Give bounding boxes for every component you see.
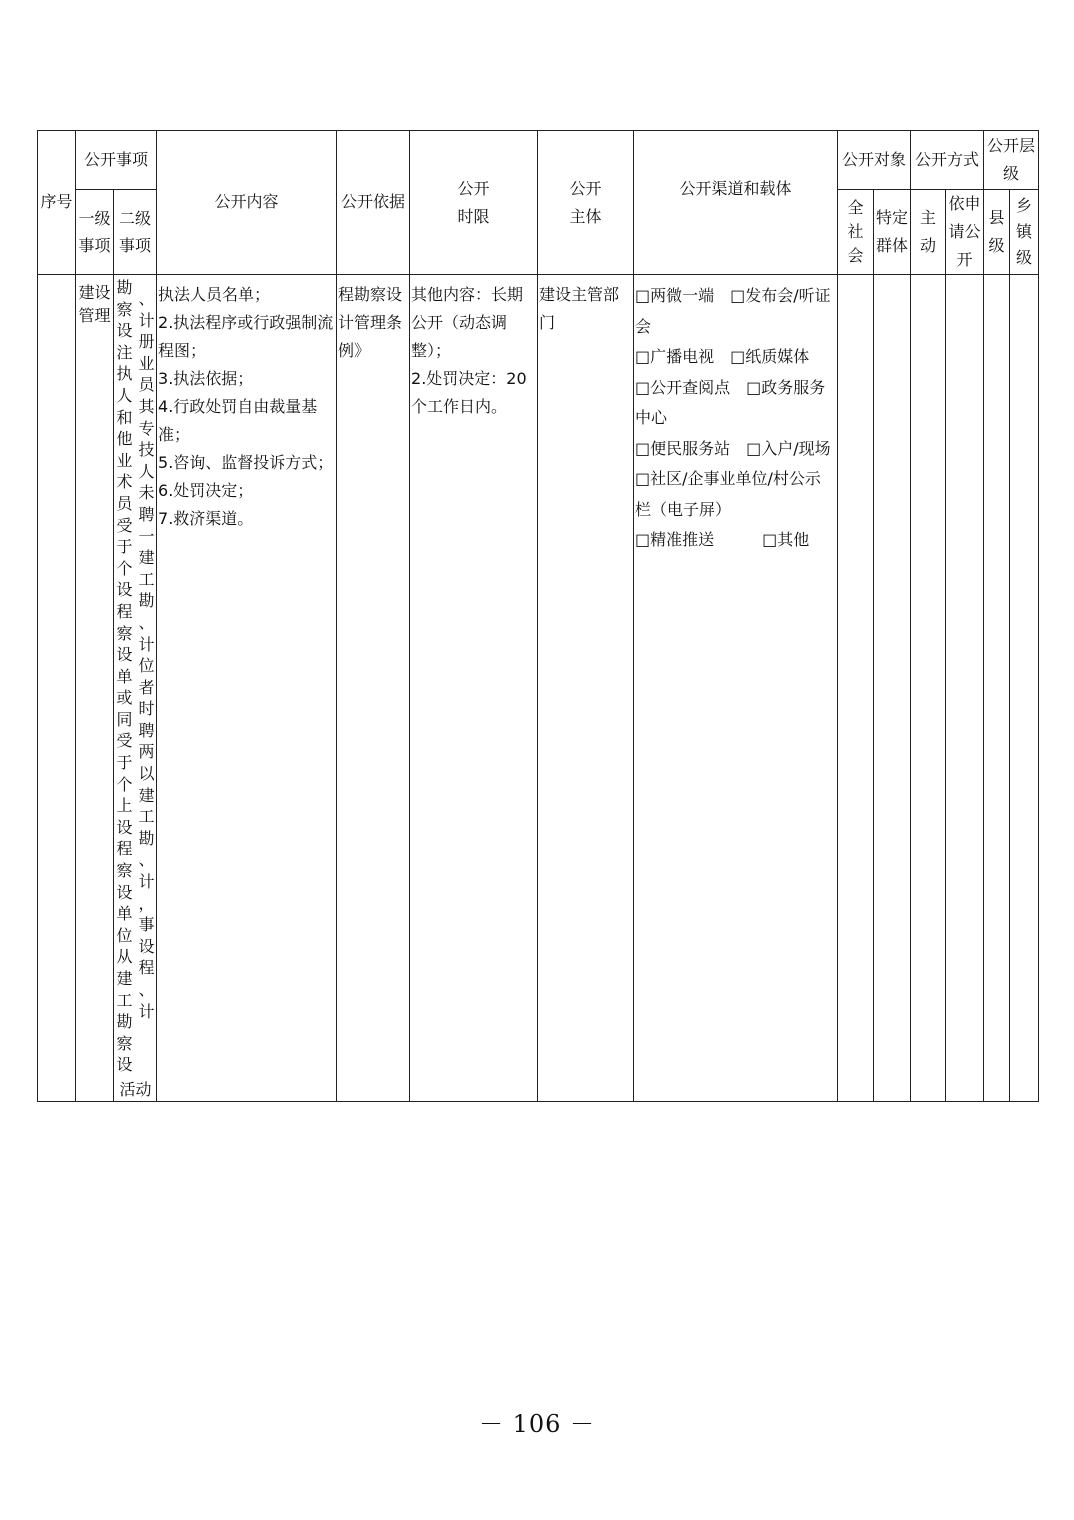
header-audience-all: 全 社 会 [838, 190, 874, 275]
channel-item: □两微一端 □发布会/听证会 [635, 286, 831, 336]
row-subject: 建设主管部门 [539, 285, 620, 332]
header-level-town: 乡 镇 级 [1010, 190, 1039, 275]
header-method-active: 主 动 [911, 190, 946, 275]
row-subject-cell [538, 275, 634, 1102]
row-level-county [984, 275, 1010, 1102]
row-level2-column-a: 勘 察 设 注 执 人 和 他 业 术 员 受 于 个 设 程 察 设 单 或 同 受 于 个 上 设 程 察 设 单 位 从 建 工 勘 察 设 [116, 278, 133, 1075]
header-level2: 二级事项 [114, 190, 157, 275]
header-time-limit: 公开 时限 [410, 131, 538, 275]
channel-item: □社区/企事业单位/村公示栏（电子屏） [635, 469, 821, 519]
channel-item: □公开查阅点 □政务服务中心 [635, 377, 826, 427]
header-item: 公开事项 [76, 131, 157, 190]
header-content: 公开内容 [157, 131, 337, 275]
row-level2-cell [114, 275, 157, 1102]
header-level-county: 县 级 [984, 190, 1010, 275]
channel-item: □便民服务站 □入户/现场 [635, 438, 831, 458]
header-method-request: 依申 请公 开 [946, 190, 984, 275]
header-audience-specific: 特定 群体 [874, 190, 911, 275]
row-basis: 程勘察设计管理条例》 [338, 285, 403, 360]
page-number: － 106 － [478, 1410, 596, 1438]
row-content: 执法人员名单； 2.执法程序或行政强制流程图； 3.执法依据； 4.行政处罚自由裁量基准； 5.咨询、监督投诉方式； 6.处罚决定； 7.救济渠道。 [158, 285, 334, 528]
row-method-active [911, 275, 946, 1102]
disclosure-table [37, 130, 1039, 1102]
row-level1: 建设 管理 [78, 283, 111, 326]
header-seq: 序号 [38, 131, 76, 275]
row-level2-end: 活动 [119, 1080, 152, 1099]
header-subject: 公开 主体 [538, 131, 634, 275]
row-level2-column-b: 、 计 册 业 员 其 专 技 人 未 聘 一 建 工 勘 、 计 位 者 时 聘 两 以 建 工 勘 、 计 ， 事 设 程 、 计 [138, 289, 155, 1021]
row-method-request [946, 275, 984, 1102]
row-seq [38, 275, 76, 1102]
row-content-cell [157, 275, 337, 1102]
row-audience-specific [874, 275, 911, 1102]
row-audience-all [838, 275, 874, 1102]
row-time-limit-cell [410, 275, 538, 1102]
channel-list [634, 275, 837, 556]
header-level: 公开层 级 [984, 131, 1039, 190]
header-level1: 一级事项 [76, 190, 114, 275]
row-level-town [1010, 275, 1039, 1102]
channel-item: □精准推送 □其他 [635, 530, 810, 549]
header-channels: 公开渠道和载体 [634, 131, 838, 275]
row-channels-cell [634, 275, 838, 1102]
row-basis-cell [337, 275, 410, 1102]
header-basis: 公开依据 [337, 131, 410, 275]
row-level1-cell [76, 275, 114, 1102]
channel-item: □广播电视 □纸质媒体 [635, 347, 810, 366]
header-method: 公开方式 [911, 131, 984, 190]
header-audience: 公开对象 [838, 131, 911, 190]
row-time-limit: 其他内容：长期公开（动态调整）； 2.处罚决定：20个工作日内。 [411, 285, 527, 416]
